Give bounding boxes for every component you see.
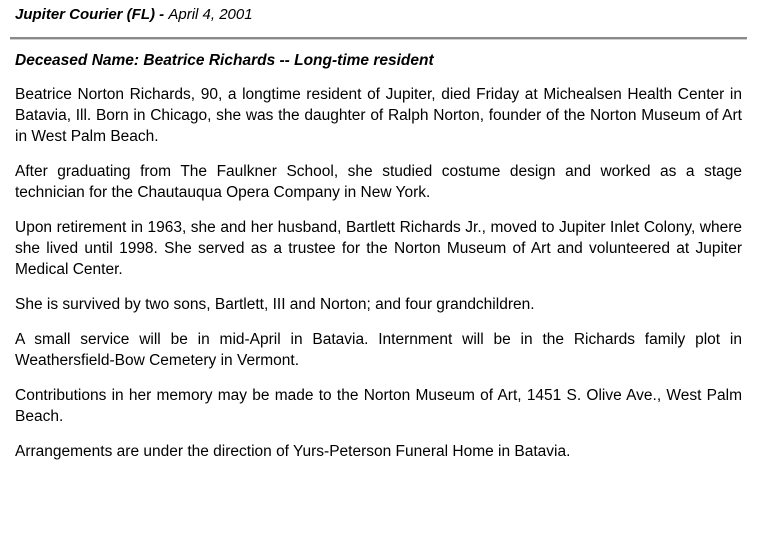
header-divider xyxy=(10,37,747,40)
paragraph-6: Contributions in her memory may be made to the Norton Museum of Art, 1451 S. Olive Ave., West Palm Beach. xyxy=(15,387,742,425)
paragraph-4: She is survived by two sons, Bartlett, III and Norton; and four grandchildren. xyxy=(15,296,535,313)
article-header xyxy=(15,6,253,23)
newspaper-source: Jupiter Courier (FL) xyxy=(15,6,156,23)
paragraph-5: A small service will be in mid-April in Batavia. Internment will be in the Richards family plot in Weathersfield-Bow Cemetery in Vermont. xyxy=(15,331,742,369)
paragraph-3: Upon retirement in 1963, she and her husband, Bartlett Richards Jr., moved to Jupiter Inlet Colony, where she lived until 1998. She served as a trustee for the Norton Museum of Art and volunteered at Jupiter Medical Center. xyxy=(15,219,742,278)
publication-date: April 4, 2001 xyxy=(168,6,253,23)
deceased-name-heading: Deceased Name: Beatrice Richards -- Long-time resident xyxy=(15,52,434,69)
header-separator: - xyxy=(155,6,169,23)
paragraph-1: Beatrice Norton Richards, 90, a longtime resident of Jupiter, died Friday at Michealsen Health Center in Batavia, Ill. Born in Chicago, she was the daughter of Ralph Norton, founder of the Norton Museum of Art in West Palm Beach. xyxy=(15,86,742,145)
obituary-body xyxy=(15,52,742,476)
paragraph-7: Arrangements are under the direction of Yurs-Peterson Funeral Home in Batavia. xyxy=(15,443,571,460)
paragraph-2: After graduating from The Faulkner School, she studied costume design and worked as a stage technician for the Chautauqua Opera Company in New York. xyxy=(15,163,742,201)
